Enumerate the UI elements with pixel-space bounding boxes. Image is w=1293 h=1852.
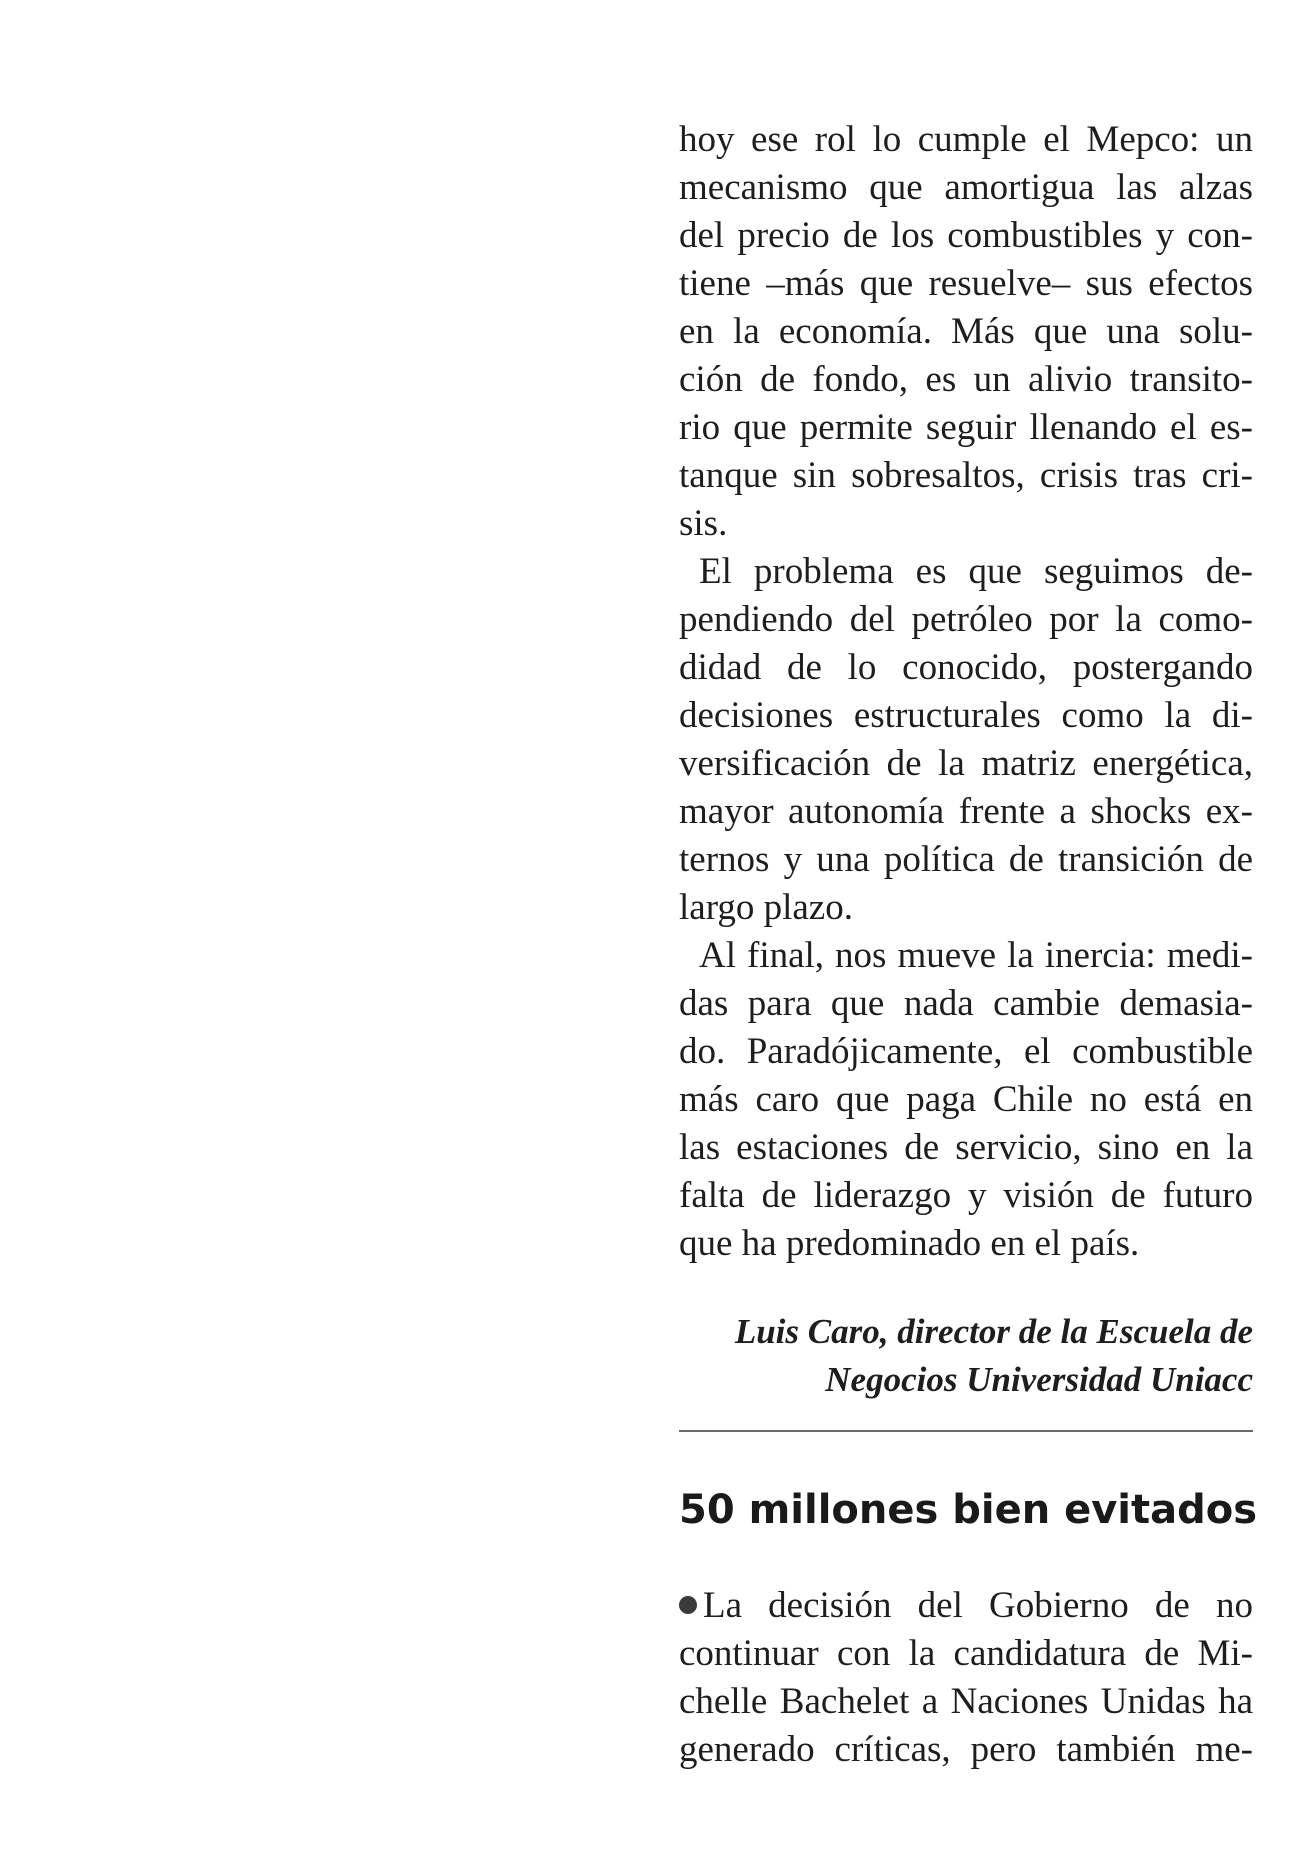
text-line: largo plazo. [679, 887, 853, 928]
signature-line: Negocios Universidad Uniacc [825, 1360, 1253, 1399]
text-line: del precio de los combustibles y con- [679, 215, 1253, 256]
letters-column [679, 116, 1258, 1774]
text-line: decisiones estructurales como la di- [679, 695, 1253, 736]
text-line: didad de lo conocido, postergando [679, 647, 1253, 688]
article-paragraph [679, 932, 1253, 1268]
bullet-icon [679, 1596, 697, 1614]
text-line: sis. [679, 503, 728, 544]
text-line: las estaciones de servicio, sino en la [679, 1127, 1253, 1168]
text-line: más caro que paga Chile no está en [679, 1079, 1253, 1120]
text-line: ternos y una política de transición de [679, 839, 1253, 880]
text-line: continuar con la candidatura de Mi- [679, 1633, 1253, 1674]
text-line: tanque sin sobresaltos, crisis tras cri- [679, 455, 1253, 496]
text-line: hoy ese rol lo cumple el Mepco: un [679, 119, 1253, 160]
text-line: das para que nada cambie demasia- [679, 983, 1253, 1024]
text-line: mayor autonomía frente a shocks ex- [679, 791, 1253, 832]
article-paragraph [679, 1582, 1253, 1774]
article-headline: 50 millones bien evitados [679, 1487, 1258, 1533]
text-line-content: La decisión del Gobierno de no [703, 1585, 1253, 1626]
text-line: chelle Bachelet a Naciones Unidas ha [679, 1681, 1253, 1722]
author-signature [679, 1308, 1253, 1404]
text-line: Al final, nos mueve la inercia: medi- [699, 935, 1253, 976]
text-line: en la economía. Más que una solu- [679, 311, 1253, 352]
text-line: do. Paradójicamente, el combustible [679, 1031, 1253, 1072]
text-line: El problema es que seguimos de- [699, 551, 1253, 592]
text-line: tiene –más que resuelve– sus efectos [679, 263, 1253, 304]
text-line: falta de liderazgo y visión de futuro [679, 1175, 1253, 1216]
text-line: rio que permite seguir llenando el es- [679, 407, 1253, 448]
article-paragraph [679, 548, 1253, 932]
text-line [679, 1582, 1253, 1630]
text-line: que ha predominado en el país. [679, 1223, 1140, 1264]
signature-line: Luis Caro, director de la Escuela de [734, 1312, 1253, 1351]
text-line: pendiendo del petróleo por la como- [679, 599, 1253, 640]
text-line: mecanismo que amortigua las alzas [679, 167, 1253, 208]
article-paragraph [679, 116, 1253, 548]
text-line: versificación de la matriz energética, [679, 743, 1253, 784]
section-divider [679, 1430, 1253, 1432]
text-line: ción de fondo, es un alivio transito- [679, 359, 1253, 400]
text-line: generado críticas, pero también me- [679, 1729, 1253, 1770]
